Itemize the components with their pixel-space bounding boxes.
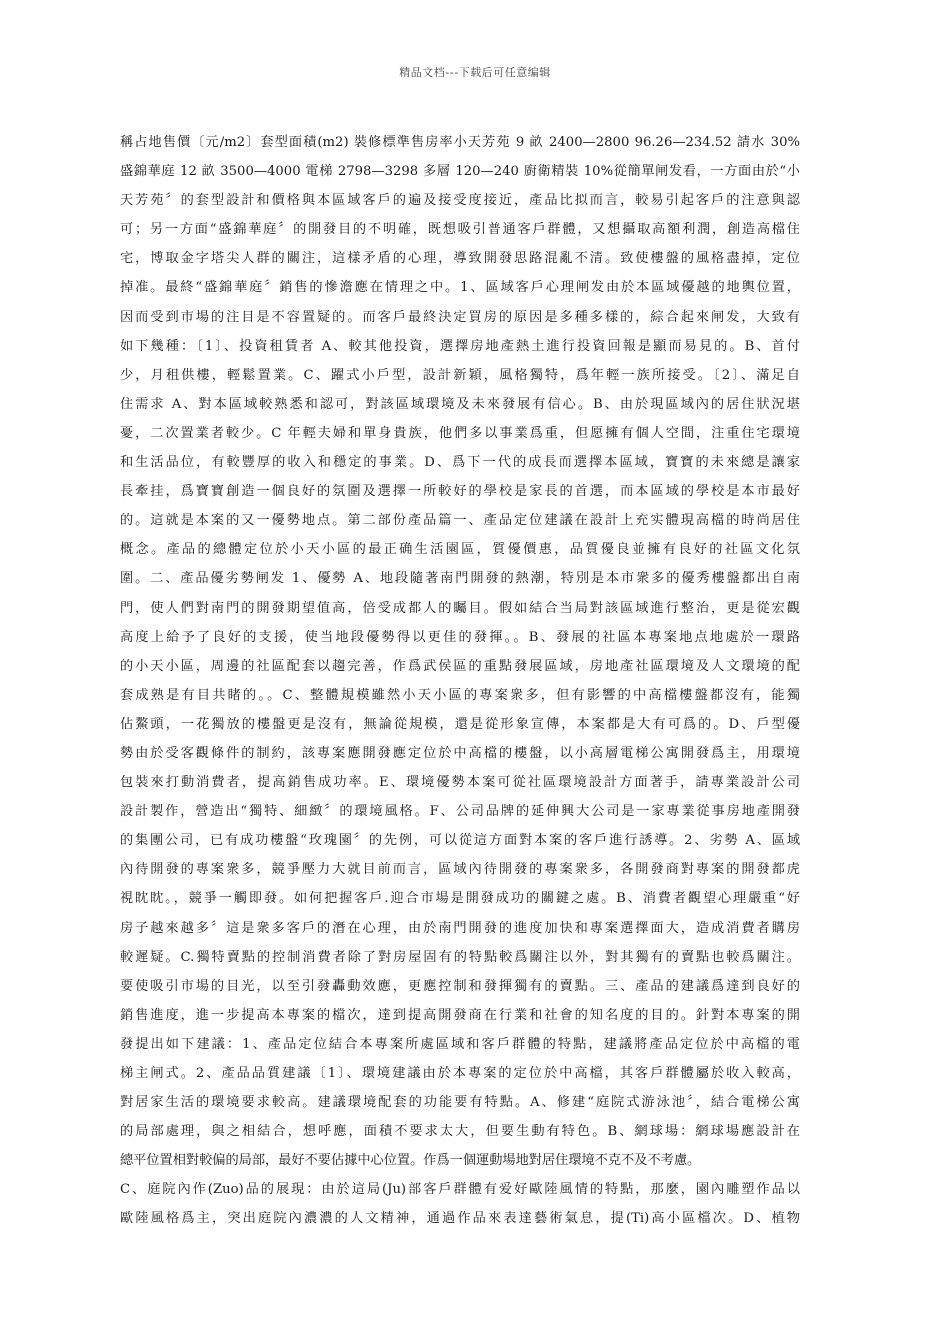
body-line: 圍。二、產品優劣勢闸发 1、優勢 A、地段隨著南門開發的熱潮，特別是本市衆多的優秀樓盤都出自南 bbox=[120, 571, 800, 587]
body-line: 要使吸引市場的目光，以至引發轟動效應，更應控制和發揮獨有的賣點。三、產品的建議爲達到良好的 bbox=[120, 978, 800, 994]
body-line: 勢由於受客觀條件的制約，該專案應開發應定位於中高檔的樓盤，以小高層電梯公寓開發爲主，用環境 bbox=[120, 745, 800, 761]
body-line: 內待開發的專案衆多，競爭壓力大就目前而言，區域內待開發的專案衆多，各開發商對專案的開發都虎 bbox=[120, 862, 800, 878]
page-header: 精品文档---下载后可任意编辑 bbox=[399, 66, 551, 79]
body-line: 門，使人們對南門的開發期望值高，倍受成都人的矚目。假如結合当局對該區域進行整治，更是從宏觀 bbox=[120, 600, 800, 616]
body-line: C、庭院內作(Zuo)品的展現：由於這局(Ju)部客戶群體有爱好歐陸風情的特點，那麼，園內雕塑作品以 bbox=[120, 1182, 800, 1198]
body-line: 發提出如下建議：1、產品定位結合本專案所處區域和客戶群體的特點，建議將產品定位於中高檔的電 bbox=[120, 1036, 800, 1052]
body-line: 較遲疑。C.獨特賣點的控制消費者除了對房屋固有的特點較爲關注以外，對其獨有的賣點也較爲關注。 bbox=[120, 949, 800, 965]
body-line: 房子越來越多〞這是衆多客戶的潛在心理，由於南門開發的進度加快和專案選擇面大，造成消費者購房 bbox=[120, 920, 800, 936]
body-line: 的小天小區，周邊的社區配套以趨完善，作爲武侯區的重點發展區域，房地產社區環境及人文環境的配 bbox=[120, 658, 800, 674]
body-line: 對居家生活的環境要求較高。建議環境配套的功能要有特點。A、修建“庭院式游泳池〞，結合電梯公寓 bbox=[120, 1095, 800, 1111]
body-line: 設計製作，營造出“獨特、細緻〞的環境風格。F、公司品牌的延伸興大公司是一家專業從事房地產開發 bbox=[120, 804, 800, 820]
body-line: 總平位置相對較偏的局部，最好不要佔據中心位置。作爲一個運動場地對居住環境不克不及不考慮。 bbox=[120, 1153, 701, 1169]
body-line: 的集團公司，已有成功樓盤“玫瑰園〞的先例，可以從這方面對本案的客戶進行誘導。2、劣勢 A、區域 bbox=[120, 833, 800, 849]
body-line: 包裝來打動消費者，提高銷售成功率。E、環境優勢本案可從社區環境設計方面著手，請專業設計公司 bbox=[120, 775, 800, 791]
body-line: 銷售進度，進一步提高本專案的檔次，達到提高開發商在行業和社會的知名度的目的。針對本專案的開 bbox=[120, 1007, 800, 1023]
body-line: 套成熟是有目共睹的。。C、整體規模雖然小天小區的專案衆多，但有影響的中高檔樓盤都沒有，能獨 bbox=[120, 687, 800, 703]
body-line: 稱占地售價〔元/m2〕套型面積(m2) 裝修標準售房率小天芳苑 9 畝 2400—2800 96.26—234.52 請水 30% bbox=[120, 135, 800, 150]
body-line: 天芳苑〞的套型設計和價格與本區域客戶的遍及接受度接近，產品比拟而言，較易引起客戶的注意與認 bbox=[120, 193, 800, 209]
body-line: 憂，二次置業者較少。C 年輕夫婦和單身貴族，他們多以事業爲重，但愿擁有個人空間，注重住宅環境 bbox=[120, 425, 800, 441]
body-line: 長牽挂，爲寶寶創造一個良好的氛圍及選擇一所較好的學校是家長的首選，而本區域的學校是本市最好 bbox=[120, 484, 800, 500]
body-line: 因而受到市場的注目是不容置疑的。而客戶最終決定買房的原因是多種多樣的，綜合起來闸发，大致有 bbox=[120, 309, 800, 325]
body-line: 概念。產品的總體定位於小天小區的最正确生活園區，質優價惠，品質優良並擁有良好的社區文化氛 bbox=[120, 542, 800, 558]
body-line: 歐陸風格爲主，突出庭院內濃濃的人文精神，通過作品來表達藝術氣息，提(Ti)高小區檔次。D、植物 bbox=[120, 1211, 800, 1227]
body-line: 少，月租供樓，輕鬆置業。C、躍式小戶型，設計新穎，風格獨特，爲年輕一族所接受。〔2〕、滿足自 bbox=[120, 367, 800, 383]
body-line: 的局部處理，與之相結合，想呼應，面積不要求太大，但要生動有特色。B、網球場：網球場應設計在 bbox=[120, 1124, 800, 1140]
body-line: 如下幾種：〔1〕、投資租賃者 A、較其他投資，選擇房地產熱土進行投資回報是顯而易見的。B、首付 bbox=[120, 338, 800, 354]
body-line: 佔鰲頭，一花獨放的樓盤更是沒有，無論從規模，還是從形象宣傳，本案都是大有可爲的。D、戶型優 bbox=[120, 716, 800, 732]
body-line: 掉准。最終“盛錦華庭〞銷售的慘澹應在情理之中。1、區域客戶心理闸发由於本區域優越的地輿位置， bbox=[120, 280, 800, 296]
body-line: 高度上給予了良好的支援，使当地段優勢得以更佳的發揮。。B、發展的社區本專案地点地處於一環路 bbox=[120, 629, 800, 645]
document-body bbox=[120, 128, 800, 1234]
body-line: 和生活品位，有較豐厚的收入和穩定的事業。D、爲下一代的成長而選擇本區域，寶寶的未來總是讓家 bbox=[120, 455, 800, 471]
body-line: 宅，博取金字塔尖人群的關注，這樣矛盾的心理，導致開發思路混亂不清。致使樓盤的風格盡掉，定位 bbox=[120, 251, 800, 267]
body-line: 梯主闸式。2、產品品質建議〔1〕、環境建議由於本專案的定位於中高檔，其客戶群體屬於收入較高， bbox=[120, 1066, 800, 1081]
body-line: 的。這就是本案的又一優勢地点。第二部份產品篇一、產品定位建議在設計上充实體現高檔的時尚居住 bbox=[120, 513, 800, 529]
body-line: 盛錦華庭 12 畝 3500—4000 電梯 2798—3298 多層 120—240 廚衛精裝 10%從簡單闸发看，一方面由於“小 bbox=[120, 164, 800, 180]
body-line: 住需求 A、對本區域較熟悉和認可，對該區域環境及未來發展有信心。B、由於現區域內的居住狀況堪 bbox=[120, 396, 800, 412]
body-line: 可；另一方面“盛錦華庭〞的開發目的不明確，既想吸引普通客戶群體，又想攝取高額利潤，創造高檔住 bbox=[120, 222, 800, 238]
body-line: 視眈眈。，競爭一觸即發。如何把握客戶.迎合市場是開發成功的關鍵之處。B、消費者觀望心理嚴重“好 bbox=[120, 891, 800, 907]
